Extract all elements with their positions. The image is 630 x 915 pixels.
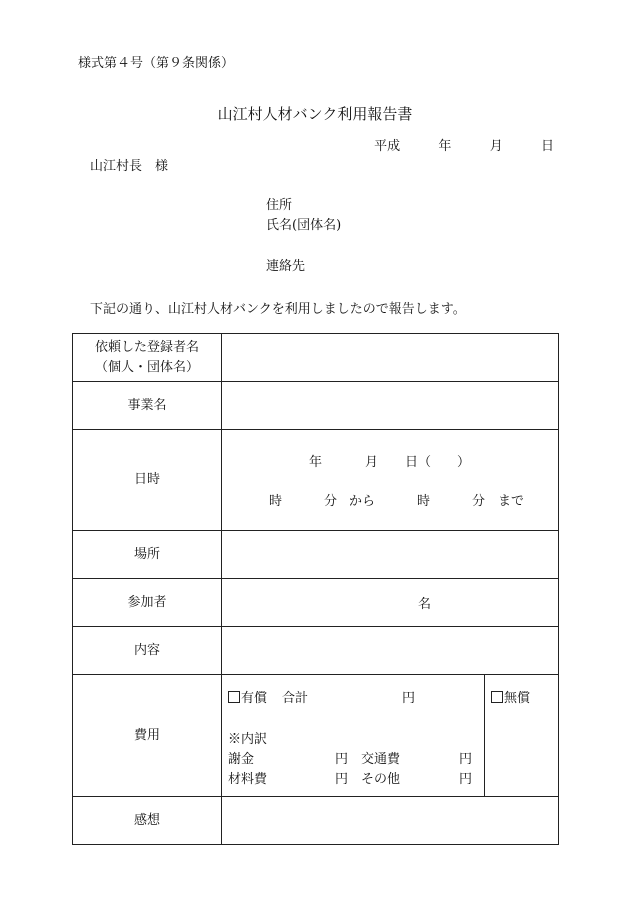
- date-month-unit: 月: [489, 139, 503, 154]
- requested-person-label: [73, 334, 222, 382]
- table-row: [73, 627, 559, 675]
- requested-person-label-line2: （個人・団体名）: [94, 359, 199, 375]
- table-row: [73, 675, 559, 797]
- breakdown-label: ※内訳: [228, 732, 268, 747]
- dt-end-hour-unit: 時: [417, 493, 431, 509]
- dt-end-minute-unit: 分: [472, 493, 486, 509]
- applicant-address-label: 住所: [266, 198, 293, 213]
- free-checkbox-icon[interactable]: [491, 691, 503, 703]
- table-row: [73, 334, 559, 382]
- date-day-unit: 日: [540, 139, 554, 154]
- time-line-in-table: [222, 490, 558, 510]
- honorarium-label: 謝金: [228, 752, 255, 767]
- report-table: [72, 333, 559, 845]
- table-row: [73, 531, 559, 579]
- dt-month-unit: 月: [365, 454, 379, 470]
- table-row: [73, 430, 559, 531]
- dt-start-hour-unit: 時: [269, 493, 283, 509]
- participants-label: 参加者: [73, 579, 222, 627]
- dt-year-unit: 年: [309, 454, 323, 470]
- date-era: 平成: [374, 139, 401, 154]
- dt-start-minute-unit: 分: [324, 493, 338, 509]
- applicant-name-label: 氏名(団体名): [266, 218, 342, 233]
- free-option[interactable]: [491, 687, 530, 706]
- requested-person-label-line1: 依頼した登録者名: [94, 339, 199, 355]
- place-label: 場所: [73, 531, 222, 579]
- addressee: 山江村長 様: [90, 159, 169, 174]
- paid-checkbox-icon[interactable]: [228, 691, 240, 703]
- content-field[interactable]: [222, 627, 559, 675]
- dt-until: まで: [498, 493, 525, 509]
- intro-text: 下記の通り、山江村人材バンクを利用しましたので報告します。: [90, 302, 466, 317]
- applicant-contact-label: 連絡先: [266, 259, 306, 274]
- materials-label: 材料費: [228, 772, 268, 787]
- fee-paid-section: [222, 675, 484, 796]
- total-label: 合計: [282, 691, 309, 706]
- dt-from: から: [349, 493, 376, 509]
- transport-label: 交通費: [361, 752, 401, 767]
- participants-field[interactable]: [222, 579, 559, 627]
- table-row: [73, 382, 559, 430]
- participants-unit: 名: [418, 596, 432, 612]
- dt-day-unit: 日（ ）: [405, 454, 471, 470]
- paid-label: 有償: [241, 691, 268, 706]
- document-title: 山江村人材バンク利用報告書: [217, 105, 413, 123]
- fee-free-section: [484, 675, 558, 796]
- impressions-label: 感想: [73, 797, 222, 845]
- fee-label: 費用: [73, 675, 222, 797]
- datetime-label: 日時: [73, 430, 222, 531]
- materials-yen: 円: [335, 772, 349, 787]
- honorarium-yen: 円: [335, 752, 349, 767]
- date-line-in-table: [222, 451, 558, 471]
- free-label: 無償: [504, 691, 531, 706]
- impressions-field[interactable]: [222, 797, 559, 845]
- date-line: [374, 135, 554, 154]
- project-name-label: 事業名: [73, 382, 222, 430]
- transport-yen: 円: [459, 752, 473, 767]
- place-field[interactable]: [222, 531, 559, 579]
- requested-person-field[interactable]: [222, 334, 559, 382]
- other-label: その他: [361, 772, 401, 787]
- table-row: [73, 579, 559, 627]
- paid-option[interactable]: [228, 687, 267, 706]
- total-yen: 円: [402, 691, 416, 706]
- other-yen: 円: [459, 772, 473, 787]
- form-number: 様式第４号（第９条関係）: [78, 56, 235, 71]
- date-year-unit: 年: [438, 139, 452, 154]
- table-row: [73, 797, 559, 845]
- datetime-field[interactable]: [222, 430, 559, 531]
- content-label: 内容: [73, 627, 222, 675]
- project-name-field[interactable]: [222, 382, 559, 430]
- fee-field: [222, 675, 559, 797]
